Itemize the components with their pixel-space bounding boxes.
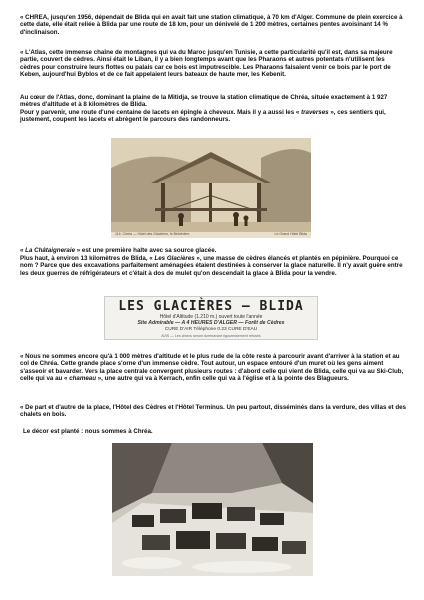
conclusion-paragraph: Le décor est planté : nous sommes à Chréa.: [23, 428, 153, 435]
snowy-road-illustration: [112, 443, 313, 576]
snowy-road-photo: [112, 443, 313, 576]
chrea-location-paragraph: Au cœur de l'Atlas, donc, dominant la plaine de la Mitidja, se trouve la station climatique de Chréa, située exactement à 1 927 mètres d'altitude et à 8 kilomètres de Blida.: [20, 94, 388, 109]
advert-hotel-line: Hôtel d'Altitude (1.210 m.) ouvert toute l'année: [159, 314, 263, 320]
intro-paragraph: « CHREA, jusqu'en 1956, dépendait de Blida qui en avait fait une station climatique, à 70 km d'Alger. Commune de plein exercice à cette date, elle était reliée à Blida par une route de 18 km, pour un dénivelé de 1 200 mètres, certaines pentes avoisinant 14 % d'inclinaison.: [20, 14, 403, 36]
place-paragraph: « Nous ne sommes encore qu'à 1 000 mètres d'altitude et le plus rude de la côte reste à parcourir avant d'arriver à la station et au col de Chréa. Cette grande place s'orne d'un immense cèdre. Tout autour, un espace entouré d'un muret où les gens aiment s'asseoir et bavarder. Vers la place centrale convergent plusieurs routes : d'abord celle qui vient de Blida, celle qui va au Ski-Club, celle qui va au « chameau », une autre qui va à Kerrach, enfin celle qui va à l'église et à la pointe des Blagueurs.: [20, 353, 404, 382]
advert-notice-line: AVIS — Les chiens seront dorénavant rigoureusement refusés: [161, 334, 261, 338]
hotels-paragraph: « De part et d'autre de la place, l'Hôtel des Cèdres et l'Hôtel Terminus. Un peu partout, disséminés dans la verdure, des villas et des chalets en bois.: [20, 404, 406, 419]
advert-cure-line: CURE D'AIR Téléphone 0.23 CURE D'EAU: [164, 327, 258, 332]
atlas-paragraph: « L'Atlas, cette immense chaîne de montagnes qui va du Maroc jusqu'en Tunisie, a cette particularité qu'il est, dans sa majeure partie, couvert de cèdres. Ainsi était le Liban, il y a bien longtemps avant que les Pharaons et autres potentats n'utilisent les cèdres pour construire leurs flottes ou palais car ce bois est imputrescible. Les Pharaons faisaient venir ce bois par le port de Keben, aujourd'hui Byblos et de ce fait appelaient leurs bateaux de haute mer, les Kebenit.: [20, 49, 393, 78]
advert-title: LES GLACIÈRES – BLIDA: [118, 299, 304, 314]
belvedere-illustration: [111, 138, 311, 238]
postcard-publisher: Le Grand Hôtel Blida: [274, 232, 307, 236]
chataigneraie-paragraph: « La Châtaigneraie » est une première halte avec sa source glacée.: [20, 247, 217, 254]
postcard-belvedere-photo: [111, 138, 311, 238]
route-paragraph: Pour y parvenir, une route d'une centaine de lacets en épingle à cheveux. Mais il y a aussi les « traverses », ces sentiers qui, justement, coupent les lacets et abrègent le parcours des randonneurs.: [20, 109, 386, 124]
postcard-caption: 114. Chréa — Hôtel des Glacières, le Belvédère: [115, 232, 190, 236]
glacieres-paragraph: Plus haut, à environ 13 kilomètres de Blida, « Les Glacières », une masse de cèdres élancés et plantés en pépinière. Pourquoi ce nom ? Parce que des excavations parfaitement aménagées étaient destinées à conserver la glace naturelle. Il n'y avait guère entre les deux guerres de réfrigérateurs et c'était à dos de mulet qu'on descendait la glace à Blida pour la vendre.: [20, 255, 403, 277]
advert-site-line: Site Admirable — A 4 HEURES D'ALGER — Forêt de Cèdres: [137, 320, 285, 326]
glacieres-advert: [104, 296, 318, 340]
